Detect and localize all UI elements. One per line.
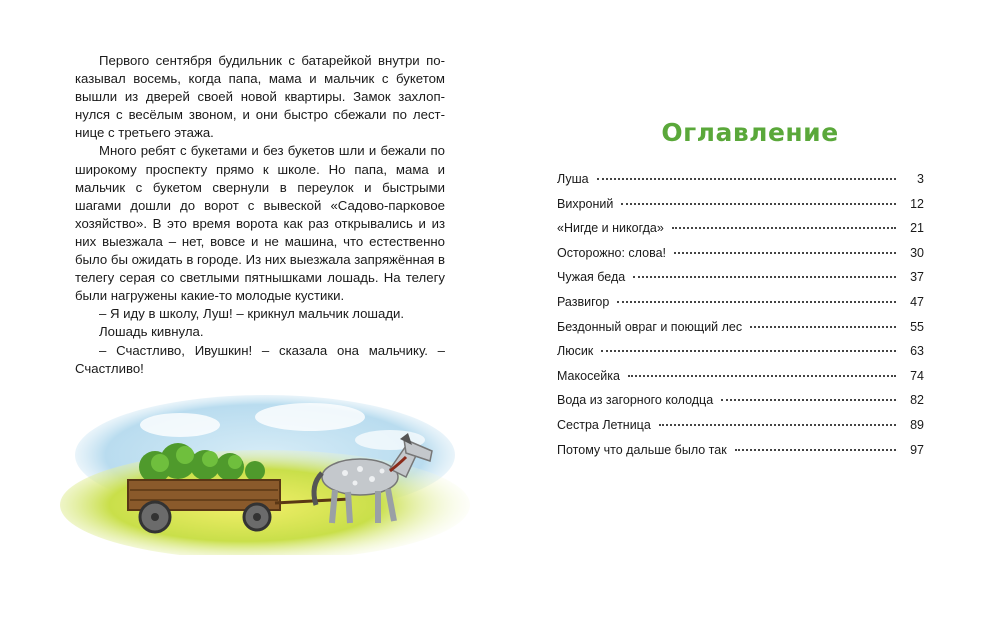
right-page — [500, 0, 1000, 640]
toc-item-page: 47 — [910, 294, 924, 309]
toc-title: Оглавление — [661, 118, 839, 147]
story-paragraph: – Я иду в школу, Луш! – крикнул мальчик лошади. — [99, 306, 405, 322]
story-text — [75, 52, 445, 378]
toc-item-label: Луша — [557, 172, 589, 186]
toc-item[interactable] — [557, 393, 924, 418]
toc-leader-dots — [750, 326, 896, 328]
toc-leader-dots — [628, 375, 896, 377]
toc-item[interactable] — [557, 344, 924, 369]
toc-item-label: Чужая беда — [557, 270, 626, 285]
toc-leader-dots — [672, 227, 896, 229]
toc-item-page: 97 — [910, 442, 924, 457]
story-paragraph: – Счастливо, Ивушкин! – сказала она мальчику. – Счастливо! — [75, 342, 445, 376]
toc-leader-dots — [633, 276, 896, 278]
toc-leader-dots — [674, 252, 896, 254]
toc-item[interactable] — [557, 320, 924, 345]
toc-item-label: Вихроний — [557, 196, 614, 211]
toc-item[interactable] — [557, 172, 924, 197]
toc-item-page: 37 — [910, 270, 924, 285]
toc-item-page: 55 — [910, 319, 924, 334]
toc-leader-dots — [659, 424, 896, 426]
toc-item-label: Бездонный овраг и поющий лес — [557, 319, 743, 334]
toc-item-page: 30 — [910, 245, 924, 260]
toc-item-label: Люсик — [557, 344, 594, 359]
toc-item-label: Вода из загорного колодца — [557, 393, 714, 408]
toc-item[interactable] — [557, 270, 924, 295]
toc-item-page: 82 — [910, 393, 924, 408]
story-paragraph: Первого сентября будильник с батарейкой внутри показывал восемь, когда папа, мама и мальчик с букетом вышли из дверей своей новой квартиры. Замок захлопнулся с весёлым звоном, и они быстро сбежали по лестнице с третьего этажа. — [75, 53, 445, 141]
toc-item[interactable] — [557, 246, 924, 271]
toc-item-page: 21 — [910, 221, 924, 236]
toc-leader-dots — [621, 203, 896, 205]
toc-item-label: Макосейка — [557, 368, 620, 383]
story-paragraph: Много ребят с букетами и без букетов шли и бежали по широкому проспекту прямо к школе. Но папа, мама и мальчик с букетом свернули в переулок и быстрыми шагами дошли до ворот с вывеской «Садово-парковое хозяйство». В это время ворота как раз открывались и из них выезжала – нет, вовсе и не машина, что естественно было бы ожидать в городе. Из них выезжала запряжённая в телегу серая со светлыми пятнышками лошадь. На телегу были нагружены какие-то молодые кустики. — [75, 143, 445, 304]
toc-item[interactable] — [557, 295, 924, 320]
toc-item[interactable] — [557, 221, 924, 246]
toc-leader-dots — [601, 350, 896, 352]
toc-item-label: Потому что дальше было так — [557, 442, 727, 457]
toc-item-page: 63 — [910, 344, 924, 359]
toc-item[interactable] — [557, 197, 924, 222]
toc-item-label: Осторожно: слова! — [557, 245, 666, 260]
toc-item-page: 3 — [917, 172, 924, 186]
toc-item-page: 12 — [910, 196, 924, 211]
toc-item[interactable] — [557, 369, 924, 394]
toc-item-label: «Нигде и никогда» — [557, 221, 664, 236]
toc-leader-dots — [617, 301, 896, 303]
toc-list — [557, 172, 924, 467]
toc-item[interactable] — [557, 418, 924, 443]
toc-leader-dots — [735, 449, 896, 451]
story-paragraph: Лошадь кивнула. — [99, 324, 204, 340]
toc-leader-dots — [721, 399, 896, 401]
toc-item-page: 89 — [910, 417, 924, 432]
toc-item[interactable] — [557, 443, 924, 468]
horse-cart-icon — [60, 395, 470, 555]
toc-item-page: 74 — [910, 368, 924, 383]
toc-item-label: Сестра Летница — [557, 417, 651, 432]
toc-item-label: Развигор — [557, 294, 610, 309]
toc-leader-dots — [597, 178, 896, 180]
